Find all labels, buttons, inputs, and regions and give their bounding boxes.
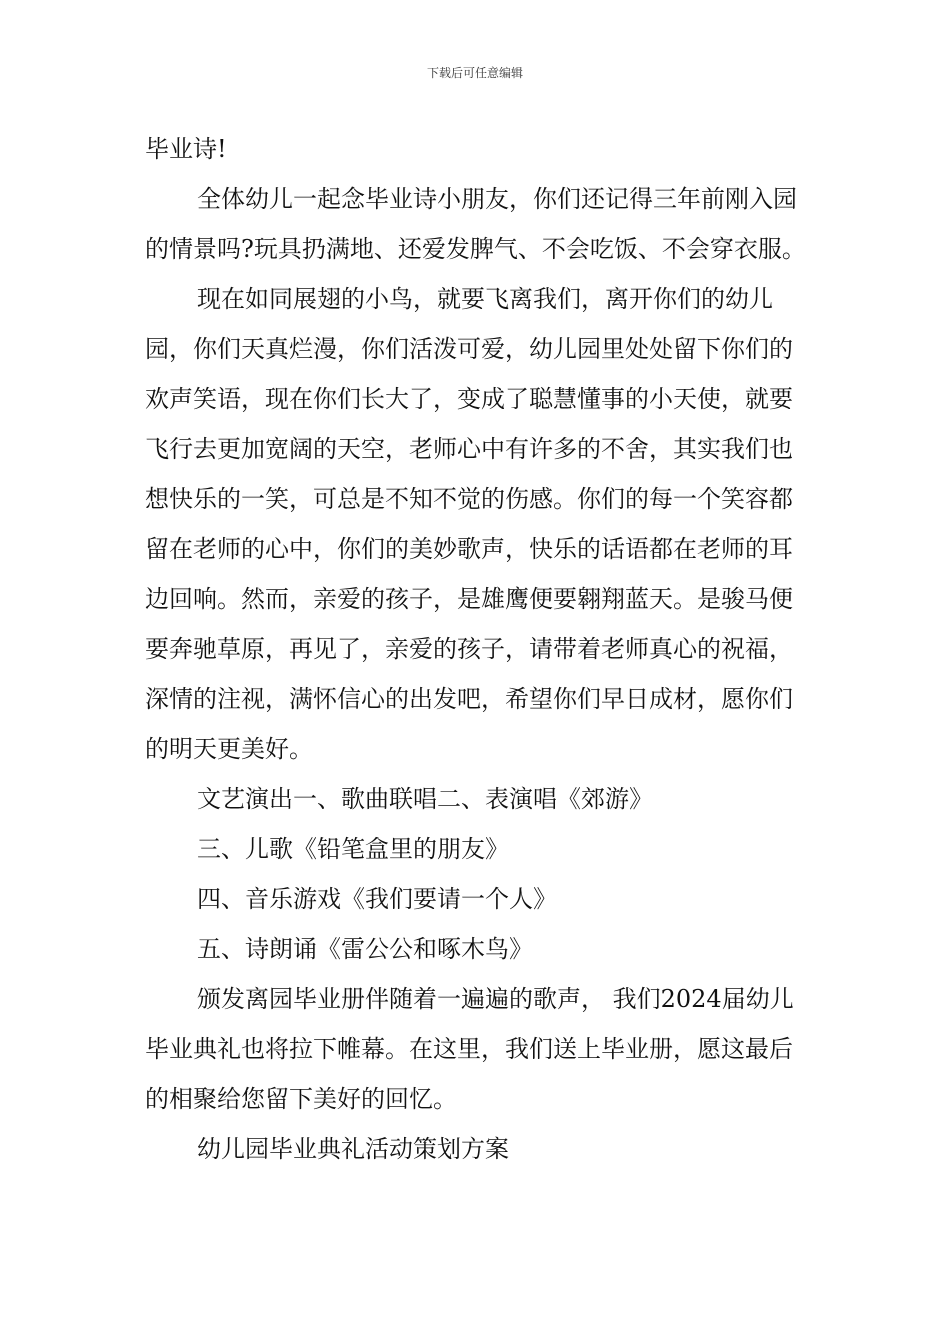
paragraph-performance-3: 三、儿歌《铅笔盒里的朋友》	[197, 835, 509, 863]
paragraph-performance-4: 四、音乐游戏《我们要请一个人》	[197, 885, 557, 913]
paragraph-graduation-album: 颁发离园毕业册伴随着一遍遍的歌声， 我们2024届幼儿毕业典礼也将拉下帷幕。在这里，我们送上毕业册，愿这最后的相聚给您留下美好的回忆。	[145, 985, 794, 1113]
paragraph-plan-title: 幼儿园毕业典礼活动策划方案	[197, 1135, 509, 1163]
paragraph-performance-5: 五、诗朗诵《雷公公和啄木鸟》	[197, 935, 533, 963]
paragraph-performance-1-2: 文艺演出一、歌曲联唱二、表演唱《郊游》	[197, 785, 653, 813]
paragraph-recitation: 全体幼儿一起念毕业诗小朋友，你们还记得三年前刚入园的情景吗?玩具扔满地、还爱发脾气、不会吃饭、不会穿衣服。	[145, 185, 806, 263]
paragraph-farewell: 现在如同展翅的小鸟，就要飞离我们，离开你们的幼儿园，你们天真烂漫，你们活泼可爱，幼儿园里处处留下你们的欢声笑语，现在你们长大了，变成了聪慧懂事的小天使，就要飞行去更加宽阔的天空，老师心中有许多的不舍，其实我们也想快乐的一笑，可总是不知不觉的伤感。你们的每一个笑容都留在老师的心中，你们的美妙歌声，快乐的话语都在老师的耳边回响。然而，亲爱的孩子，是雄鹰便要翱翔蓝天。是骏马便要奔驰草原，再见了，亲爱的孩子，请带着老师真心的祝福，深情的注视，满怀信心的出发吧，希望你们早日成材，愿你们的明天更美好。	[145, 285, 793, 763]
page-header: 下载后可任意编辑	[426, 66, 523, 80]
document-body	[145, 124, 810, 1174]
paragraph-poem-title: 毕业诗!	[145, 135, 227, 163]
